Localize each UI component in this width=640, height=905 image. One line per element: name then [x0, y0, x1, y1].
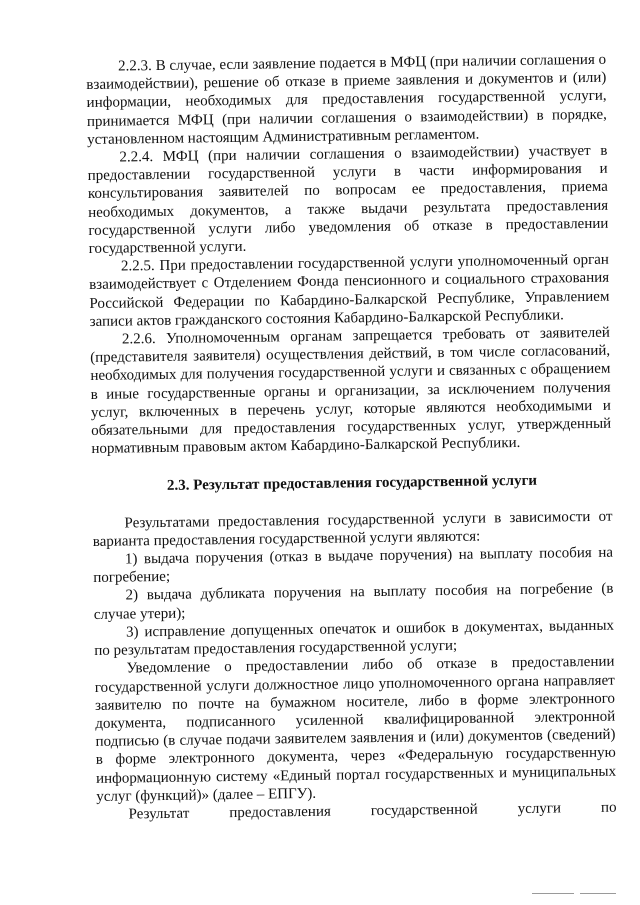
- section-heading-2-3: 2.3. Результат предоставления государственной услуги: [166, 473, 538, 495]
- list-item-1: 1) выдача поручения (отказ в выдаче поручения) на выплату пособия на погребение;: [93, 544, 614, 587]
- paragraph-results-intro: Результатами предоставления государственной услуги в зависимости от варианта предоставления государственной услуги являются:: [92, 508, 613, 550]
- list-item-3: 3) исправление допущенных опечаток и ошибок в документах, выданных по результатам предоставления государственной услуги;: [94, 617, 615, 660]
- paragraph-2-2-4: 2.2.4. МФЦ (при наличии соглашения о взаимодействии) участвует в предоставлении государственной услуги в части информирования и консультирования заявителей по вопросам ее предоставления, приема необходимых документов, а также выдачи результата предоставления государственной услуги либо уведомления об отказе в предоставлении государственной услуги.: [87, 142, 609, 258]
- scan-mark: [532, 893, 574, 894]
- paragraph-result-continued: Результат предоставления государственной услуги по: [128, 799, 617, 823]
- document-page: [86, 51, 617, 824]
- paragraph-2-2-5: 2.2.5. При предоставлении государственной услуги уполномоченный орган взаимодействует с Отделением Фонда пенсионного и социального страхования Российской Федерации по Кабардино-Балкарской Республике, Управлением записи актов гражданского состояния Кабардино-Балкарской Республики.: [89, 251, 610, 330]
- paragraph-notification: Уведомление о предоставлении либо об отказе в предоставлении государственной услуги должностное лицо уполномоченного органа направляет заявителю по почте на бумажном носителе, либо в форме электронного документа, подписанного усиленной квалифицированной электронной подписью (в случае подачи заявителем заявления и (или) документов (сведений) в форме электронного документа, через «Федеральную государственную информационную систему «Единый портал государственных и муниципальных услуг (функций)» (далее – ЕПГУ).: [94, 653, 617, 805]
- list-item-2: 2) выдача дубликата поручения на выплату пособия на погребение (в случае утери);: [93, 581, 614, 623]
- scan-mark: [580, 893, 616, 894]
- scan-footer-marks: [516, 891, 616, 895]
- paragraph-2-2-6: 2.2.6. Уполномоченным органам запрещается требовать от заявителей (представителя заявителя) осуществления действий, в том числе согласований, необходимых для получения государственной услуги и связанных с обращением в иные государственные органы и организации, за исключением получения услуг, включенных в перечень услуг, которые являются необходимыми и обязательными для предоставления государственных услуг, утвержденный нормативным правовым актом Кабардино-Балкарской Республики.: [90, 324, 612, 458]
- paragraph-2-2-3: 2.2.3. В случае, если заявление подается в МФЦ (при наличии соглашения о взаимодействии), решение об отказе в приеме заявления и документов и (или) информации, необходимых для предоставления государственной услуги, принимается МФЦ (при наличии соглашения о взаимодействии) в порядке, установленном настоящим Административным регламентом.: [86, 51, 607, 148]
